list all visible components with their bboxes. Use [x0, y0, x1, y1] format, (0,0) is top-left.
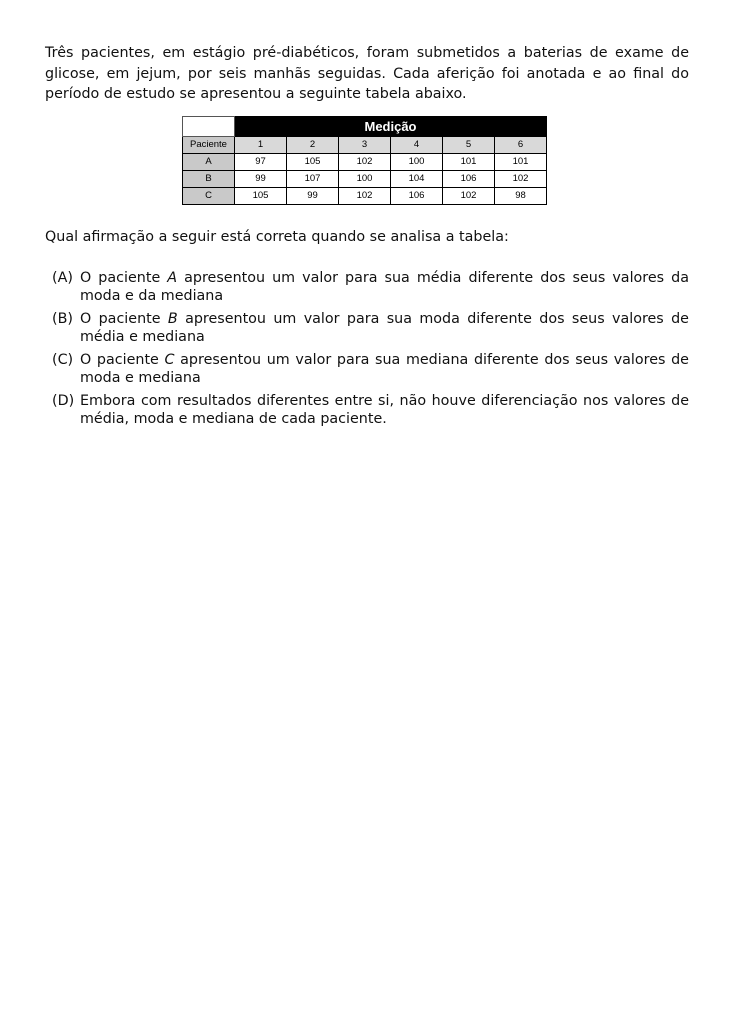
table-cell: 106: [443, 171, 495, 188]
option-text-end: apresentou um valor para sua mediana diferente dos seus valores de moda e mediana: [80, 352, 689, 386]
option-text: [80, 392, 689, 428]
option-letter: (D): [52, 393, 75, 409]
question-prompt: Qual afirmação a seguir está correta quando se analisa a tabela:: [45, 229, 509, 245]
option-variable: B: [167, 311, 178, 327]
option-text-start: Embora com resultados diferentes entre si, não houve diferenciação nos valores de média, moda e mediana de cada paciente.: [80, 393, 689, 427]
table-cell: 102: [443, 188, 495, 205]
option-c: [45, 351, 689, 387]
option-b: [45, 310, 689, 346]
column-header: 2: [287, 137, 339, 154]
table-cell: 97: [235, 154, 287, 171]
table-header-row: [183, 137, 547, 154]
option-variable: C: [164, 352, 175, 368]
option-letter: (B): [52, 311, 73, 327]
measurement-table-wrap: [182, 116, 547, 205]
table-corner-blank: [183, 117, 235, 137]
table-cell: 101: [495, 154, 547, 171]
column-header: 5: [443, 137, 495, 154]
table-cell: 100: [391, 154, 443, 171]
table-cell: 102: [339, 188, 391, 205]
option-text-start: O paciente: [80, 352, 165, 368]
patient-label: B: [183, 171, 235, 188]
column-header: 6: [495, 137, 547, 154]
table-title: Medição: [235, 117, 547, 137]
option-text: [80, 269, 689, 305]
patient-label: A: [183, 154, 235, 171]
table-cell: 105: [235, 188, 287, 205]
patient-label: C: [183, 188, 235, 205]
table-row: [183, 154, 547, 171]
option-a: [45, 269, 689, 305]
table-cell: 100: [339, 171, 391, 188]
table-cell: 105: [287, 154, 339, 171]
option-d: [45, 392, 689, 428]
table-cell: 102: [495, 171, 547, 188]
option-text-end: apresentou um valor para sua média diferente dos seus valores da moda e da mediana: [80, 270, 689, 304]
table-cell: 99: [287, 188, 339, 205]
option-letter: (A): [52, 270, 73, 286]
table-cell: 107: [287, 171, 339, 188]
column-header: 1: [235, 137, 287, 154]
column-header: 4: [391, 137, 443, 154]
column-header: 3: [339, 137, 391, 154]
table-row: [183, 171, 547, 188]
table-cell: 98: [495, 188, 547, 205]
option-text: [80, 351, 689, 387]
table-cell: 101: [443, 154, 495, 171]
table-title-row: [183, 117, 547, 137]
option-text-start: O paciente: [80, 311, 168, 327]
intro-paragraph: Três pacientes, em estágio pré-diabéticos, foram submetidos a baterias de exame de glicose, em jejum, por seis manhãs seguidas. Cada aferição foi anotada e ao final do período de estudo se apresentou a seguinte tabela abaixo.: [45, 45, 689, 102]
answer-options: [45, 269, 689, 433]
table-cell: 106: [391, 188, 443, 205]
option-text-start: O paciente: [80, 270, 168, 286]
option-text-end: apresentou um valor para sua moda diferente dos seus valores de média e mediana: [80, 311, 689, 345]
option-text: [80, 310, 689, 346]
table-corner-label: Paciente: [183, 137, 235, 154]
option-variable: A: [167, 270, 178, 286]
table-cell: 102: [339, 154, 391, 171]
option-letter: (C): [52, 352, 74, 368]
table-cell: 104: [391, 171, 443, 188]
table-cell: 99: [235, 171, 287, 188]
table-row: [183, 188, 547, 205]
measurement-table: [182, 116, 547, 205]
